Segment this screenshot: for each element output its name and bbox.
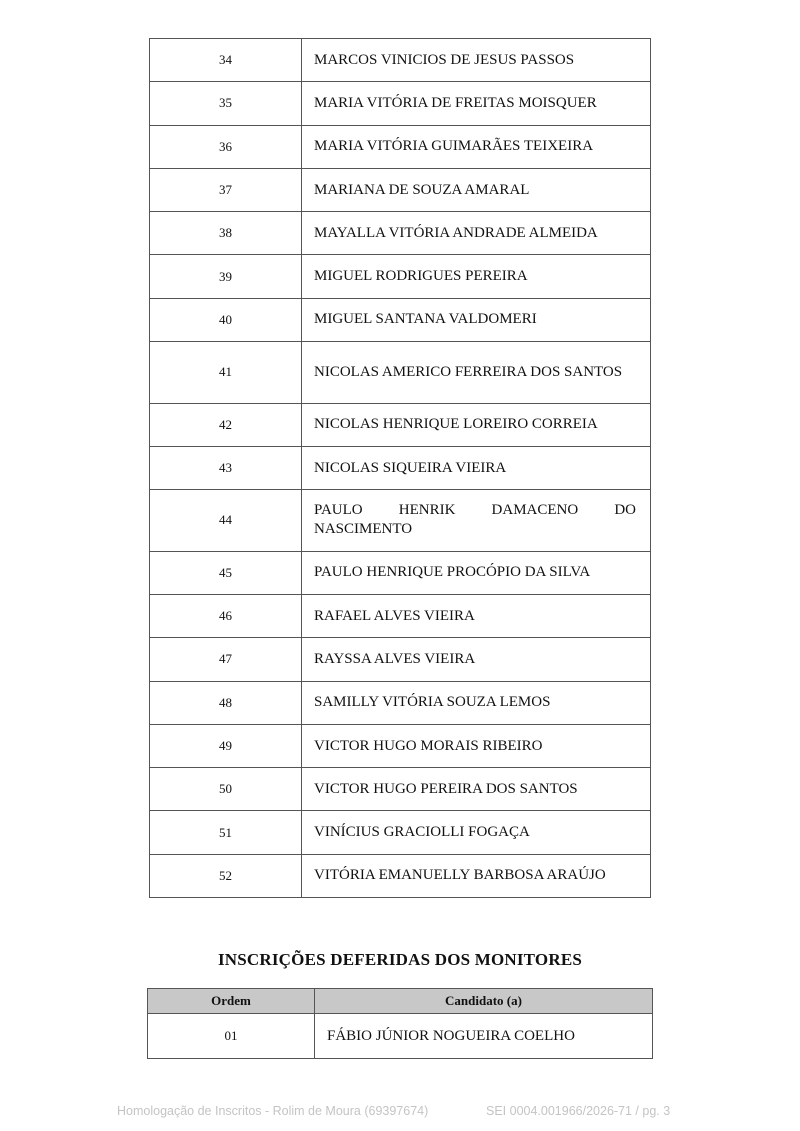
- row-candidate-name: MARIA VITÓRIA GUIMARÃES TEIXEIRA: [302, 125, 651, 168]
- row-order-number: 38: [150, 212, 302, 255]
- row-order-number: 52: [150, 854, 302, 897]
- row-order-number: 49: [150, 724, 302, 767]
- table-row: [150, 594, 651, 637]
- footer-process-number: SEI 0004.001966/2026-71 / pg. 3: [486, 1104, 671, 1118]
- row-candidate-name: PAULO HENRIQUE PROCÓPIO DA SILVA: [302, 551, 651, 594]
- table-row: [150, 551, 651, 594]
- row-candidate-name: MIGUEL RODRIGUES PEREIRA: [302, 255, 651, 298]
- table-row: [150, 255, 651, 298]
- table-row: [150, 446, 651, 489]
- row-candidate-name: NICOLAS HENRIQUE LOREIRO CORREIA: [302, 403, 651, 446]
- table-row: [150, 854, 651, 897]
- row-candidate-name: RAFAEL ALVES VIEIRA: [302, 594, 651, 637]
- table-row: [150, 638, 651, 681]
- row-candidate-name: PAULO HENRIK DAMACENO DO NASCIMENTO: [302, 490, 651, 552]
- column-header-candidate: Candidato (a): [315, 989, 653, 1014]
- row-order-number: 51: [150, 811, 302, 854]
- row-candidate-name: SAMILLY VITÓRIA SOUZA LEMOS: [302, 681, 651, 724]
- row-order-number: 36: [150, 125, 302, 168]
- row-order-number: 46: [150, 594, 302, 637]
- row-order-number: 44: [150, 490, 302, 552]
- table-row: [150, 82, 651, 125]
- table-row: [150, 681, 651, 724]
- row-candidate-name: VITÓRIA EMANUELLY BARBOSA ARAÚJO: [302, 854, 651, 897]
- row-candidate-name: RAYSSA ALVES VIEIRA: [302, 638, 651, 681]
- row-order-number: 37: [150, 168, 302, 211]
- row-candidate-name: NICOLAS AMERICO FERREIRA DOS SANTOS: [302, 342, 651, 404]
- row-candidate-name: MIGUEL SANTANA VALDOMERI: [302, 298, 651, 341]
- table-row: [150, 724, 651, 767]
- row-candidate-name: MARCOS VINICIOS DE JESUS PASSOS: [302, 39, 651, 82]
- row-candidate-name: VICTOR HUGO PEREIRA DOS SANTOS: [302, 768, 651, 811]
- enrollees-table: [149, 38, 651, 898]
- table-row: [150, 168, 651, 211]
- table-row: [150, 342, 651, 404]
- row-order-number: 47: [150, 638, 302, 681]
- row-order-number: 39: [150, 255, 302, 298]
- row-order-number: 48: [150, 681, 302, 724]
- row-order-number: 42: [150, 403, 302, 446]
- section-title: INSCRIÇÕES DEFERIDAS DOS MONITORES: [217, 950, 583, 969]
- column-header-order: Ordem: [148, 989, 315, 1014]
- table-row: [150, 768, 651, 811]
- row-candidate-name: VICTOR HUGO MORAIS RIBEIRO: [302, 724, 651, 767]
- row-order-number: 41: [150, 342, 302, 404]
- row-order-number: 50: [150, 768, 302, 811]
- monitors-table-header: [148, 989, 653, 1014]
- row-candidate-name: VINÍCIUS GRACIOLLI FOGAÇA: [302, 811, 651, 854]
- row-candidate-name: MARIANA DE SOUZA AMARAL: [302, 168, 651, 211]
- table-row: [148, 1014, 653, 1059]
- row-candidate-name: MAYALLA VITÓRIA ANDRADE ALMEIDA: [302, 212, 651, 255]
- row-order-number: 45: [150, 551, 302, 594]
- table-row: [150, 212, 651, 255]
- enrollees-table-body: [150, 39, 651, 898]
- row-order-number: 01: [148, 1014, 315, 1059]
- table-row: [150, 811, 651, 854]
- row-candidate-name: NICOLAS SIQUEIRA VIEIRA: [302, 446, 651, 489]
- table-row: [150, 125, 651, 168]
- footer-document-title: Homologação de Inscritos - Rolim de Moura (69397674): [117, 1104, 429, 1118]
- row-candidate-name: MARIA VITÓRIA DE FREITAS MOISQUER: [302, 82, 651, 125]
- table-row: [150, 490, 651, 552]
- monitors-table: [147, 988, 653, 1059]
- row-order-number: 43: [150, 446, 302, 489]
- row-order-number: 35: [150, 82, 302, 125]
- table-row: [150, 403, 651, 446]
- row-candidate-name: FÁBIO JÚNIOR NOGUEIRA COELHO: [315, 1014, 653, 1059]
- row-order-number: 40: [150, 298, 302, 341]
- row-order-number: 34: [150, 39, 302, 82]
- table-row: [150, 39, 651, 82]
- table-row: [150, 298, 651, 341]
- monitors-table-body: [148, 1014, 653, 1059]
